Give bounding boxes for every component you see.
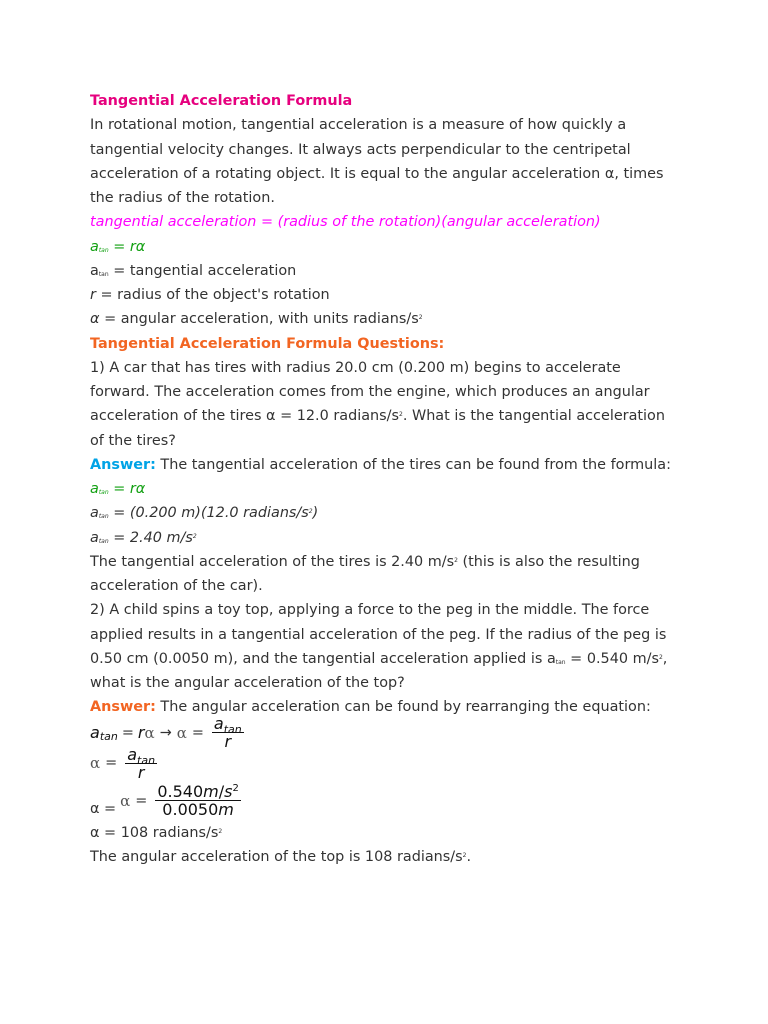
exponent: 2 [658, 653, 663, 661]
answer-text: The tangential acceleration of the tires can be found from the formula: [155, 456, 671, 473]
unit-symbol: m [218, 800, 234, 819]
exponent: 2 [308, 508, 313, 516]
answer-1-formula [90, 477, 730, 501]
question-2-line-2: applied results in a tangential acceleration of the peg. If the radius of the peg is [90, 626, 667, 643]
math-subscript: tan [137, 753, 156, 767]
math-symbol: r [224, 732, 232, 751]
alpha-symbol: α [176, 723, 187, 742]
inline-subscript: tan [555, 658, 566, 666]
substitution-text: ) [312, 505, 319, 522]
definition-symbol: r [90, 287, 96, 303]
math-symbol: r [137, 762, 145, 782]
formula-subscript: tan [98, 513, 109, 521]
fraction-denominator [155, 800, 241, 818]
question-1-line-1: 1) A car that has tires with radius 20.0 cm (0.200 m) begins to accelerate [90, 359, 621, 376]
equals-sign: = [135, 792, 148, 809]
question-text: acceleration of the tires α = 12.0 radians/s [90, 408, 399, 425]
exponent: 2 [218, 827, 223, 835]
alpha-symbol: α [144, 723, 155, 742]
unit-symbol: m [203, 782, 219, 801]
isolated-equation [90, 746, 730, 781]
questions-heading: Tangential Acceleration Formula Questions: [90, 335, 445, 352]
alpha-symbol: α [120, 791, 131, 810]
result-text: = 2.40 m/s [108, 529, 193, 546]
formula-subscript: tan [98, 537, 109, 545]
word-formula: tangential acceleration = (radius of the rotation)(angular acceleration) [90, 214, 601, 231]
question-text: = 0.540 m/s [565, 650, 659, 667]
equals-sign: = [121, 724, 134, 741]
substituted-equation [90, 781, 730, 821]
answer-1-result [90, 526, 730, 550]
answer-2-conclusion [90, 845, 730, 869]
fraction-numerator [155, 783, 241, 800]
answer-text: The angular acceleration can be found by rearranging the equation: [155, 699, 651, 716]
denominator-value: 0.0050 [162, 800, 219, 819]
fraction [125, 746, 157, 781]
fraction-numerator [212, 714, 244, 736]
answer-1-conclusion-line-1 [90, 550, 730, 574]
math-symbol: r [137, 723, 145, 742]
formula-symbol: a [90, 505, 99, 522]
formula-symbol: a [90, 481, 99, 497]
unit-symbol: s [224, 782, 233, 801]
definition-symbol: a [90, 262, 99, 279]
definition-r [90, 283, 730, 307]
formula-subscript: tan [98, 246, 109, 254]
question-text: , [662, 650, 668, 667]
exponent: 2 [454, 556, 458, 564]
answer-2-result [90, 821, 730, 845]
conclusion-text: (this is also the resulting [457, 553, 640, 570]
intro-line-4: the radius of the rotation. [90, 190, 275, 206]
math-subscript: tan [223, 723, 242, 736]
question-2-line-1: 2) A child spins a toy top, applying a force to the peg in the middle. The force [90, 602, 650, 619]
result-text: α = 108 radians/s [90, 824, 219, 841]
exponent: 2 [192, 532, 197, 540]
definition-text: = radius of the object's rotation [95, 287, 330, 303]
answer-1-intro [90, 453, 730, 477]
fraction [155, 783, 241, 818]
article-body [90, 89, 730, 869]
question-1-line-3 [90, 404, 730, 428]
fraction-numerator [125, 744, 157, 767]
question-text: 0.50 cm (0.0050 m), and the tangential acceleration applied is a [90, 650, 556, 667]
question-2-line-4: what is the angular acceleration of the top? [90, 675, 405, 691]
slash: / [218, 782, 225, 801]
equals-sign: = [191, 724, 204, 741]
math-symbol: a [213, 714, 224, 733]
intro-line-1: In rotational motion, tangential acceleration is a measure of how quickly a [90, 117, 627, 134]
intro-line-3: acceleration of a rotating object. It is equal to the angular acceleration α, times [90, 165, 664, 182]
formula-heading: Tangential Acceleration Formula [90, 93, 353, 109]
exponent: 2 [232, 783, 239, 794]
definition-symbol: α [90, 311, 100, 328]
exponent: 2 [398, 411, 403, 419]
formula-symbol: a [90, 238, 99, 255]
answer-label: Answer: [90, 699, 156, 716]
question-2-line-3 [90, 647, 730, 671]
numerator-value: 0.540 [157, 782, 204, 801]
substitution-text: = (0.200 m)(12.0 radians/s [108, 505, 309, 522]
exponent: 2 [462, 851, 467, 859]
intro-line-2: tangential velocity changes. It always acts perpendicular to the centripetal [90, 141, 631, 158]
question-text: . What is the tangential acceleration [402, 408, 665, 425]
fraction [212, 715, 244, 750]
conclusion-text: The tangential acceleration of the tires is 2.40 m/s [90, 553, 455, 570]
alpha-symbol: α [90, 754, 101, 772]
formula-rhs: = rα [108, 481, 146, 497]
formula-rhs: = rα [108, 238, 146, 255]
rearranged-equation [90, 714, 730, 751]
answer-label: Answer: [90, 456, 156, 473]
definition-a-tan [90, 259, 730, 283]
equation-lead: α = [90, 800, 117, 817]
definition-alpha [90, 307, 730, 331]
answer-1-substitution [90, 501, 730, 525]
formula-subscript: tan [98, 489, 109, 496]
equals-sign: = [105, 755, 118, 771]
math-symbol: a [90, 723, 100, 742]
question-1-line-4: of the tires? [90, 432, 176, 449]
definition-text: = tangential acceleration [108, 262, 297, 279]
symbol-formula [90, 235, 730, 259]
definition-text: = angular acceleration, with units radians/s [99, 311, 419, 328]
definition-superscript: 2 [418, 314, 423, 322]
conclusion-text: . [466, 848, 472, 865]
definition-subscript: tan [98, 270, 109, 278]
question-1-line-2: forward. The acceleration comes from the engine, which produces an angular [90, 384, 650, 400]
answer-1-conclusion-line-2: acceleration of the car). [90, 578, 263, 594]
math-symbol: a [127, 744, 138, 764]
answer-2-intro [90, 695, 730, 719]
formula-symbol: a [90, 529, 99, 546]
math-subscript: tan [99, 730, 118, 743]
conclusion-text: The angular acceleration of the top is 108 radians/s [90, 848, 463, 865]
right-arrow: → [159, 724, 172, 741]
